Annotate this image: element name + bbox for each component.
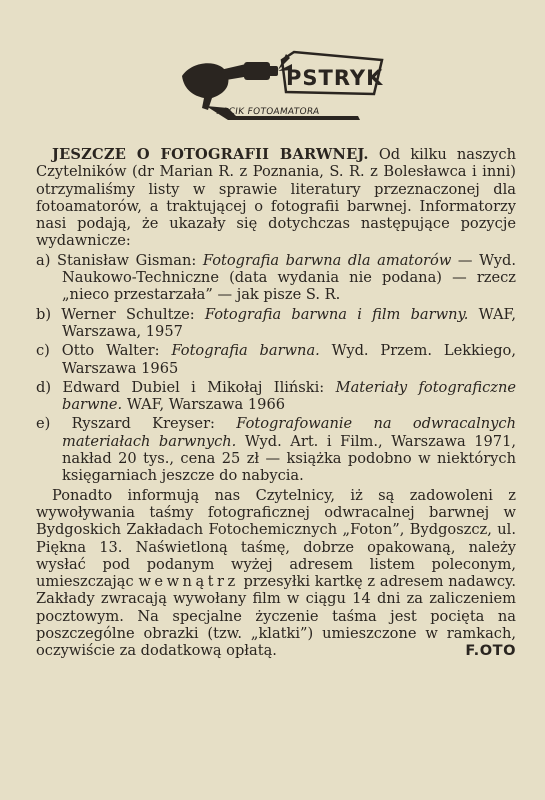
list-marker: d) [36, 378, 63, 396]
list-marker: e) [36, 415, 72, 433]
signature: F.OTO [465, 642, 516, 660]
list-marker: b) [36, 305, 62, 323]
list-item [36, 342, 516, 377]
book-details: WAF, Warszawa, 1957 [62, 305, 516, 340]
book-details: Wyd. Przem. Lekkiego, Warszawa 1965 [62, 342, 516, 377]
book-title: Fotografia barwna dla amatorów [202, 251, 452, 269]
book-details: — Wyd. Naukowo-Techniczne (data wydania nie podana) — rzecz „nieco przestarzała” — jak pisze S. R. [62, 251, 516, 304]
book-author: Ryszard Kreyser: [71, 415, 237, 433]
outro-text: Ponadto informują nas Czytelnicy, iż są zadowoleni z wywoływania taśmy fotograficznej odwracalnej barwnej w Bydgoskich Zakładach Fotochemicznych „Foton”, Bydgoszcz, ul. Piękna 13. Naświetloną taśmę, dobrze opakowaną, należy wysłać pod podanym wyżej adresem listem poleconym, umieszczając [36, 486, 516, 591]
book-title: Fotografia barwna. [171, 342, 320, 360]
camera-man-logo-icon [168, 46, 384, 136]
article-lead: JESZCZE O FOTOGRAFII BARWNEJ. [52, 146, 369, 163]
intro-text: Od kilku naszych Czytelników (dr Marian R. z Poznania, S. R. z Bolesławca i inni) otrzymaliśmy listy w sprawie literatury przeznaczonej dla fotoamatorów, a traktującej o fotografii barwnej. Informatorzy nasi podają, że ukazały się dotychczas następujące pozycje wydawnicze: [36, 146, 516, 250]
book-title: Fotografia barwna i film barwny. [204, 305, 469, 323]
list-item [36, 379, 516, 414]
book-author: Edward Dubiel i Mikołaj Iliński: [62, 378, 336, 396]
book-title: Materiały fotograficzne barwne. [62, 378, 516, 414]
book-title: Fotografowanie na odwracalnych materiałach barwnych. [62, 415, 516, 450]
book-details: WAF, Warszawa 1966 [122, 396, 286, 414]
book-author: Werner Schultze: [61, 305, 205, 323]
book-author: Otto Walter: [61, 342, 172, 360]
article-body [36, 146, 516, 660]
outro-text-end: przesyłki kartkę z adresem nadawcy. Zakłady zwracają wywołany film w ciągu 14 dni za zaliczeniem pocztowym. Na specjalne życzenie taśma jest pocięta na poszczególne obrazki (tzw. „klatki”) umieszczone w ramkach, oczywiście za dodatkową opłatą. [36, 573, 516, 660]
list-item [36, 306, 516, 341]
list-marker: c) [36, 342, 62, 360]
logo-caption: KĄCIK FOTOAMATORA [215, 107, 321, 117]
book-author: Stanisław Gisman: [56, 251, 203, 269]
list-marker: a) [36, 251, 57, 269]
list-item [36, 415, 516, 484]
book-details: Wyd. Art. i Film., Warszawa 1971, nakład 20 tys., cena 25 zł — książka podobno w niektórych księgarniach jeszcze do nabycia. [62, 432, 516, 485]
list-item [36, 252, 516, 304]
outro-paragraph [36, 487, 516, 660]
logo-word: PSTRYK [286, 66, 384, 90]
outro-spaced-word: wewnątrz [138, 573, 239, 591]
intro-paragraph [36, 146, 516, 250]
